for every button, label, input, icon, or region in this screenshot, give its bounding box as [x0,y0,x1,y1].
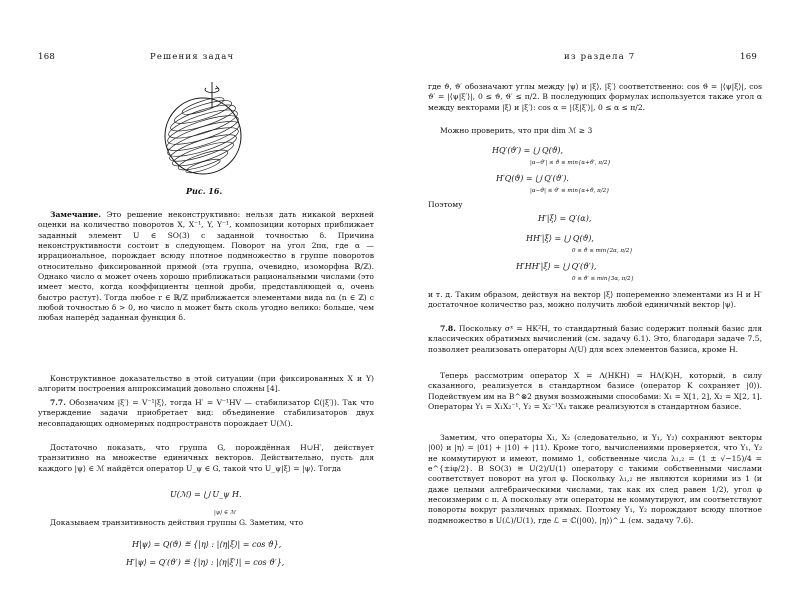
intro-paragraph: где ϑ, ϑ′ обозначают углы между |ψ⟩ и |ξ⟩, |ξ′⟩ соответственно: cos ϑ = |⟨ψ|ξ⟩|, cos ϑ′ = |⟨ψ|ξ′⟩|, 0 ≤ ϑ, ϑ′ ≤ π/2. В последующих формулах используется также угол α между векторами |ξ⟩ и |ξ′⟩: cos α = |⟨ξ|ξ′⟩|, 0 ≤ α ≤ π/2. [428,82,762,112]
running-head: Решения задач [150,52,235,62]
problem-7-8-text: Поскольку σˣ = HK²H, то стандартный базис содержит полный базис для классических обратимых вычислений (см. задачу 6.1). Это, благодаря задаче 7.5, позволяет реализовать операторы Λ(U) для всех элементов базиса, кроме H. [428,324,762,354]
formula-2-subscript: |α−ϑ| ≤ ϑ′ ≤ min{α+ϑ, π/2} [530,188,610,194]
formula-5-subscript: 0 ≤ ϑ′ ≤ min{3α, π/2} [572,276,635,282]
problem-7-7-text: Обозначим |ξ′⟩ = V⁻¹|ξ⟩, тогда H′ = V⁻¹HV — стабилизатор ℂ(|ξ′⟩). Так что утверждение задачи приобретает вид: объединение стабилизаторов двух несовпадающих одномерных подпространств порождает U(ℳ). [38,398,374,428]
running-head: из раздела 7 [564,52,636,62]
remark-label: Замечание. [50,210,101,219]
formula-1-subscript: |α−ϑ′| ≤ ϑ ≤ min{α+ϑ′, π/2} [530,160,611,166]
figure-caption: Рис. 16. [186,186,223,196]
problem-7-7-paragraph [38,398,374,429]
formula-1: HQ′(ϑ′) = ⋃ Q(ϑ), [492,146,564,155]
page-number: 168 [38,52,56,62]
therefore-paragraph: Поэтому [428,200,463,209]
problem-7-7-label: 7.7. [50,398,66,407]
check-paragraph: Можно проверить, что при dim ℳ ≥ 3 [440,126,593,135]
remark-text: Это решение неконструктивно: нельзя дать никакой верхней оценки на количество поворотов X, X⁻¹, Y, Y⁻¹, композиции которых приближает заданный элемент U ∈ SO(3) с заданной точностью δ. Причина неконструктивности состоит в следующем. Поворот на угол 2πα, где α — иррациональное, порождает всюду плотное подмножество в группе поворотов относительно фиксированной прямой (эта группа, очевидно, изоморфна ℝ/ℤ). Однако число α может очень хорошо приближаться рациональными числами (это имеет место, когда коэффициенты цепной дроби, представляющей α, очень быстро растут). Тогда любое r ∈ ℝ/ℤ приближается элементами вида nα (n ∈ ℤ) с любой точностью δ > 0, но число n может быть сколь угодно велико: больше, чем любая наперёд заданная функция δ. [38,210,374,323]
transitivity-paragraph: Достаточно показать, что группа G, порождённая H∪H′, действует транзитивно на множестве единичных векторов. Действительно, пусть для каждого |ψ⟩ ∈ ℳ найдётся оператор U_ψ ∈ G, такой что U_ψ|ξ⟩ = |ψ⟩. Тогда [38,443,374,473]
formula-4: HH′|ξ⟩ = ⋃ Q(ϑ), [526,234,594,243]
prove-paragraph: Доказываем транзитивность действия группы G. Заметим, что [50,518,304,527]
formula-3: H′|ξ⟩ = Q′(α), [538,214,592,223]
formula-H1: H|ψ⟩ = Q(ϑ) ≝ {|η⟩ : |⟨η|ξ⟩| = cos ϑ}, [132,540,282,549]
formula-2: H′Q(ϑ) = ⋃ Q′(ϑ′). [496,174,569,183]
remark-paragraph [38,210,374,324]
note-paragraph: Заметим, что операторы X₁, X₂ (следовательно, и Y₁, Y₂) сохраняют векторы |00⟩ и |η⟩ = |01⟩ + |10⟩ + |11⟩. Кроме того, вычислениями проверяется, что Y₁, Y₂ не коммутируют и имеют, помимо 1, собственные числа λ₁,₂ = (1 ± √−15)/4 = e^{±iφ/2}. В SO(3) ≅ U(2)/U(1) оператору с такими собственными числами соответствует поворот на угол φ. Поскольку λ₁,₂ не являются корнями из 1 (и даже целыми алгебраическими числами, так как их след равен 1/2), угол φ несоизмерим с π. А поскольку эти операторы не коммутируют, им соответствуют повороты вокруг различных прямых. Поэтому Y₁, Y₂ порождают всюду плотное подмножество в U(ℒ)/U(1), где ℒ = ℂ(|00⟩, |η⟩)^⊥ (см. задачу 7.6). [428,433,762,525]
problem-7-8-paragraph [428,324,762,355]
formula-U: U(ℳ) = ⋃ U_ψ H. [170,490,242,499]
sphere-figure [160,78,246,182]
formula-U-subscript: |ψ⟩ ∈ ℳ [214,510,236,516]
sphere-spiral [164,94,242,175]
consider-paragraph: Теперь рассмотрим оператор X = Λ(HKH) = HΛ(K)H, который, в силу сказанного, реализуется в стандартном базисе (оператор K сохраняет |0⟩). Подействуем им на B^⊗2 двумя возможными способами: X₁ = X[1, 2], X₂ = X[2, 1]. Операторы Y₁ = X₁X₂⁻¹, Y₂ = X₂⁻¹X₁ также реализуются в стандартном базисе. [428,371,762,412]
page-number: 169 [740,52,758,62]
right-page [396,0,792,612]
problem-7-8-label: 7.8. [440,324,456,333]
so-on-paragraph: и т. д. Таким образом, действуя на вектор |ξ⟩ попеременно элементами из H и H′ достаточное количество раз, можно получить любой единичный вектор |ψ⟩. [428,290,762,310]
formula-4-subscript: 0 ≤ ϑ ≤ min{2α, π/2} [572,248,633,254]
formula-H2: H′|ψ⟩ = Q′(ϑ′) ≝ {|η⟩ : |⟨η|ξ′⟩| = cos ϑ′}, [126,558,285,567]
constructive-paragraph: Конструктивное доказательство в этой ситуации (при фиксированных X и Y) алгоритм построения аппроксимаций довольно сложны [4]. [38,374,374,394]
formula-5: H′HH′|ξ⟩ = ⋃ Q′(ϑ′), [516,262,597,271]
